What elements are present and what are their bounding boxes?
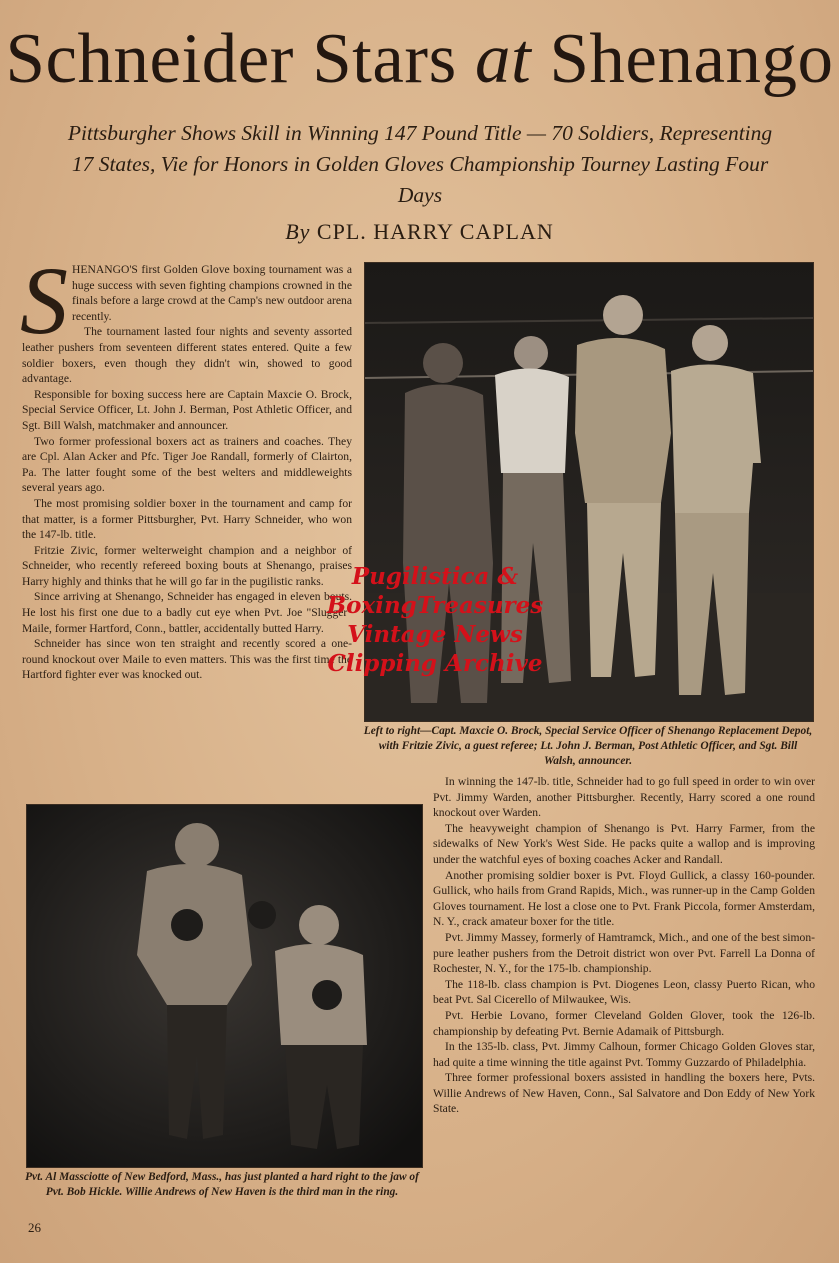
title-part-1: Schneider Stars [5,20,475,98]
paragraph: The most promising soldier boxer in the tournament and camp for that matter, is a former Pittsburgher, Pvt. Harry Schneider, who won the 147-lb. title. [22,496,352,542]
paragraph: Two former professional boxers act as trainers and coaches. They are Cpl. Alan Acker and Pfc. Tiger Joe Randall, formerly of Clairton, Pa. The latter fought some of the best welters and middleweights several years ago. [22,434,352,495]
title-part-3: Shenango [531,20,834,98]
byline-name: CPL. HARRY CAPLAN [316,219,554,244]
group-photo-caption: Left to right—Capt. Maxcie O. Brock, Special Service Officer of Shenango Replacement Depot, with Fritzie Zivic, a guest referee; Lt. John J. Berman, Post Athletic Officer, and Sgt. Bill Walsh, announcer. [363,725,813,767]
paragraph: Three former professional boxers assisted in handling the boxers here, Pvts. Willie Andrews of New Haven, Conn., Sal Salvatore and Don Eddy of New York State. [433,1071,815,1116]
watermark-line: Clipping Archive [327,650,543,677]
boxing-photo-image [27,805,422,1167]
article-title [0,14,839,104]
paragraph: In winning the 147-lb. title, Schneider had to go full speed in order to win over Pvt. Jimmy Warden, another Pittsburgher. Recently, Harry scored a one round knockout over Warden. [433,775,815,820]
paragraph: Fritzie Zivic, former welterweight champion and a neighbor of Schneider, who recently refereed boxing bouts at Shenango, praises Harry highly and thinks that he will go far in the pugilistic ranks. [22,543,352,588]
paragraph: The tournament lasted four nights and seventy assorted leather pushers from seventeen different states entered. Quite a few soldier boxers, even though they didn't win, showed to good advantage. [22,325,352,386]
right-text-column [433,774,815,1117]
watermark-line: Vintage News [347,621,523,648]
paragraph: The 118-lb. class champion is Pvt. Diogenes Leon, classy Puerto Rican, who beat Pvt. Sal Cicerello of Milwaukee, Wis. [433,977,815,1007]
watermark-line: Pugilistica & [351,563,519,590]
title-part-2: at [474,20,532,98]
paragraph: The heavyweight champion of Shenango is Pvt. Harry Farmer, from the sidewalks of New York's West Side. He packs quite a wallop and is improving under the watchful eyes of boxing coaches Acker and Randall. [433,821,815,866]
boxing-photo [26,804,423,1168]
drop-cap: S [20,247,68,354]
article-subtitle: Pittsburgher Shows Skill in Winning 147 Pound Title — 70 Soldiers, Representing 17 States, Vie for Honors in Golden Gloves Championship Tourney Lasting Four Days [67,121,773,207]
paragraph-text: HENANGO'S first Golden Glove boxing tournament was a huge success with seven fighting champions crowned in the finals before a large crowd at the Camp's new outdoor arena recently. [72,263,352,323]
paragraph: Schneider has since won ten straight and recently scored a one-round knockout over Maile to even matters. This was the first time the Hartford fighter ever was knocked out. [22,637,352,682]
byline-prefix: By [285,219,311,244]
paragraph: In the 135-lb. class, Pvt. Jimmy Calhoun, former Chicago Golden Gloves star, had quite a time winning the title against Pvt. Tommy Guzzardo of Philadelphia. [433,1040,815,1069]
watermark-line: BoxingTreasures [326,592,544,619]
page-number: 26 [28,1220,41,1235]
paragraph [20,247,352,354]
byline [0,218,839,246]
paragraph: Pvt. Herbie Lovano, former Cleveland Golden Glover, took the 126-lb. championship by defeating Pvt. Bernie Adamaik of Pittsburgh. [433,1008,815,1038]
boxing-photo-caption: Pvt. Al Massciotte of New Bedford, Mass., has just planted a hard right to the jaw of Pvt. Bob Hickle. Willie Andrews of New Haven is the third man in the ring. [25,1171,419,1198]
paragraph: Another promising soldier boxer is Pvt. Floyd Gullick, a classy 160-pounder. Gullick, who hails from Grand Rapids, Mich., was runner-up in the Camp Golden Gloves tournament. He lost a close one to Pvt. Frank Piccola, former Amsterdam, N. Y., crack amateur boxer for the title. [433,868,815,929]
archive-watermark [320,562,550,678]
left-text-column [20,247,352,683]
paragraph: Responsible for boxing success here are Captain Maxcie O. Brock, Special Service Officer, Lt. John J. Berman, Post Athletic Officer, and Sgt. Bill Walsh, matchmaker and announcer. [22,387,352,432]
paragraph: Since arriving at Shenango, Schneider has engaged in eleven bouts. He lost his first one due to a badly cut eye when Pvt. Joe "Slugger" Maile, former Hartford, Conn., battler, accidentally butted Harry. [22,590,352,635]
paragraph: Pvt. Jimmy Massey, formerly of Hamtramck, Mich., and one of the best simon-pure leather pushers from the Detroit district won over Pvt. Farrell La Donna of Rochester, N. Y., for the 175-lb. championship. [433,930,815,976]
